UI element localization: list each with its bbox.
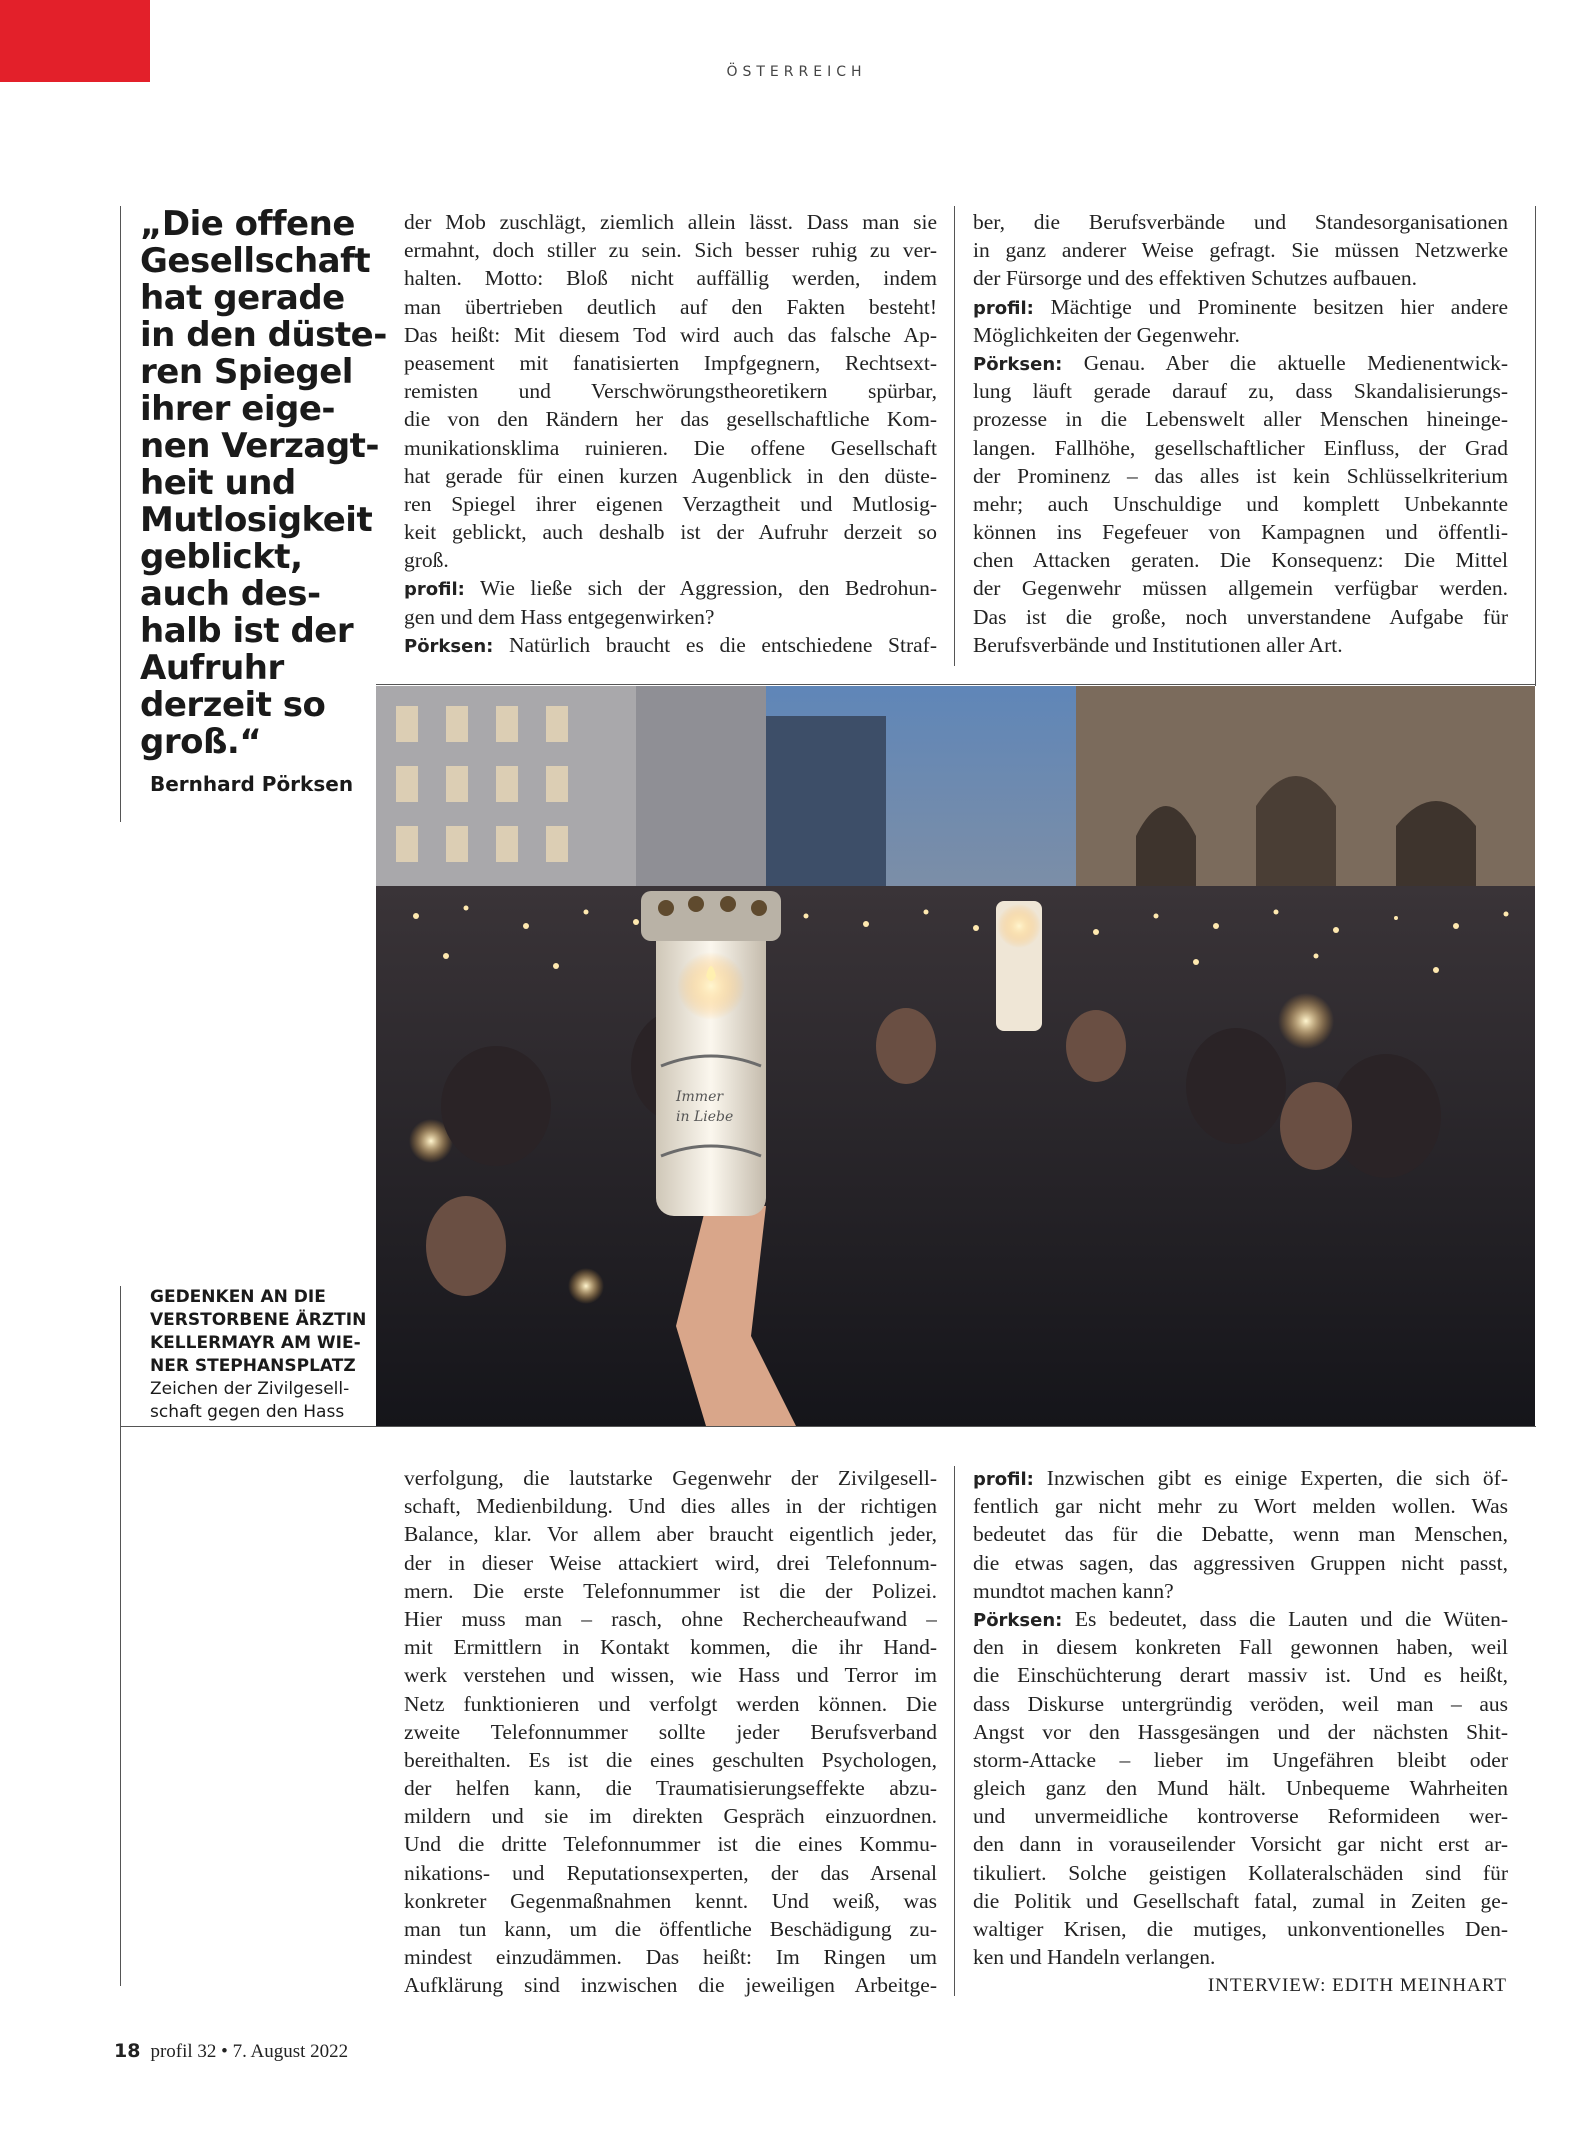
text-line [404, 349, 937, 377]
text-line-content: der in dieser Weise attackiert wird, drei Telefonnum- [404, 1550, 937, 1575]
text-line [404, 1520, 937, 1548]
pull-quote-line: derzeit so [140, 685, 326, 725]
byline: INTERVIEW: EDITH MEINHART [1207, 1975, 1507, 1996]
text-line [973, 405, 1508, 433]
text-line [404, 574, 937, 602]
caption-line: schaft gegen den Hass [150, 1402, 345, 1422]
text-line-content: groß. [404, 548, 449, 573]
pull-quote-line: in den düste- [140, 315, 387, 355]
rule-mid-bottom [954, 1466, 955, 1996]
rule-below-photo [120, 1426, 1536, 1427]
bottom-column-left [404, 1464, 937, 2000]
text-line [973, 1859, 1508, 1887]
text-line [973, 1915, 1508, 1943]
candle-inscription: Immer [676, 1089, 724, 1105]
text-line-content: nikations- und Reputationsexperten, der das Arsenal [404, 1860, 937, 1885]
text-line [973, 377, 1508, 405]
text-line [973, 1887, 1508, 1915]
text-line-content: Und die dritte Telefonnummer ist die eines Kommu- [404, 1832, 937, 1857]
issue-info: profil 32 • 7. August 2022 [150, 2041, 349, 2062]
text-line [404, 1577, 937, 1605]
text-line-content: Angst vor den Hassgesängen und der nächsten Shit- [973, 1719, 1508, 1744]
text-line [973, 1746, 1508, 1774]
text-line [404, 1718, 937, 1746]
text-line-content: verfolgung, die lautstarke Gegenwehr der Zivilgesell- [404, 1466, 937, 1490]
page-number: 18 [114, 2040, 141, 2062]
text-line [404, 546, 937, 574]
text-line-content: Das heißt: Mit diesem Tod wird auch das falsche Ap- [404, 322, 937, 347]
speaker-label: Pörksen: [973, 353, 1063, 375]
text-line [973, 1661, 1508, 1689]
candle-inscription-2: in Liebe [676, 1109, 734, 1125]
text-line-content: Möglichkeiten der Gegenwehr. [973, 322, 1240, 347]
text-line-content: mehr; auch Unschuldige und komplett Unbekannte [973, 491, 1508, 516]
buildings-left [376, 686, 886, 916]
text-line-content: konkreter Gegenmaßnahmen kennt. Und weiß, was [404, 1888, 937, 1913]
speaker-label: profil: [404, 579, 465, 601]
text-line [973, 1549, 1508, 1577]
text-line-content: fentlich gar nicht mehr zu Wort melden wollen. Was [973, 1494, 1508, 1519]
pull-quote-line: Mutlosigkeit [140, 500, 373, 540]
pull-quote-line: „Die offene [140, 204, 355, 244]
caption-line: Zeichen der Zivilgesell- [150, 1379, 350, 1399]
pull-quote-line: heit und [140, 463, 296, 503]
text-line-content: Netz funktionieren und verfolgt werden können. Die [404, 1691, 937, 1716]
caption-line: VERSTORBENE ÄRZTIN [150, 1310, 367, 1330]
speaker-label: profil: [973, 297, 1034, 319]
text-line-content: peasement mit fanatisierten Impfgegnern, Rechtsext- [404, 350, 937, 375]
text-line-content: und unvermeidliche kontroverse Reformideen wer- [973, 1804, 1508, 1829]
text-line [973, 1577, 1508, 1605]
text-line-content: waltiger Krisen, die mutiges, unkonventionelles Den- [973, 1917, 1508, 1941]
text-line [404, 405, 937, 433]
text-line [973, 518, 1508, 546]
text-line-content: der helfen kann, die Traumatisierungseffekte abzu- [404, 1776, 937, 1801]
text-line-content: die Politik und Gesellschaft fatal, zumal in Zeiten ge- [973, 1888, 1508, 1913]
text-line-content: in ganz anderer Weise gefragt. Sie müssen Netzwerke [973, 238, 1508, 263]
rule-above-photo [376, 684, 1536, 685]
text-line [973, 434, 1508, 462]
pull-quote-line: nen Verzagt- [140, 426, 380, 466]
text-line [973, 1520, 1508, 1548]
text-line-content: der Fürsorge und des effektiven Schutzes aufbauen. [973, 266, 1418, 291]
text-line-content: den dann in vorauseilender Vorsicht gar nicht erst ar- [973, 1832, 1508, 1857]
text-line [404, 321, 937, 349]
pull-quote [140, 204, 387, 762]
text-line [404, 1943, 937, 1971]
text-line [973, 1464, 1508, 1492]
text-line [404, 1464, 937, 1492]
pull-quote-line: groß.“ [140, 722, 262, 762]
text-line [404, 236, 937, 264]
text-line [404, 1887, 937, 1915]
text-line-content: mildern und sie im direkten Gespräch einzuordnen. [404, 1804, 937, 1829]
text-line [973, 1718, 1508, 1746]
text-line-content: gen und dem Hass entgegenwirken? [404, 604, 715, 629]
text-line-content: bereithalten. Es ist die eines geschulten Psychologen, [404, 1747, 937, 1772]
text-line-content: lung läuft gerade darauf zu, dass Skandalisierungs- [973, 379, 1508, 404]
text-line-content: storm-Attacke – lieber im Ungefähren bleibt oder [973, 1747, 1508, 1772]
text-line [973, 1633, 1508, 1661]
text-line [404, 518, 937, 546]
text-line-content: dass Diskurse untergründig veröden, weil man – aus [973, 1691, 1508, 1716]
text-line [973, 462, 1508, 490]
text-line-content: werk verstehen und wissen, wie Hass und Terror im [404, 1663, 937, 1688]
text-line [973, 490, 1508, 518]
text-line-content: ken und Handeln verlangen. [973, 1945, 1216, 1970]
text-line [973, 1690, 1508, 1718]
pull-quote-line: Gesellschaft [140, 241, 371, 281]
text-line-content: ermahnt, doch stiller zu sein. Sich besser ruhig zu ver- [404, 238, 937, 263]
text-line-content: hat gerade für einen kurzen Augenblick in den düste- [404, 463, 937, 488]
text-line-content: mit Ermittlern in Kontakt kommen, die ihr Hand- [404, 1635, 937, 1660]
pull-quote-line: ihrer eige- [140, 389, 336, 429]
photo-caption [150, 1286, 367, 1424]
text-line [973, 1605, 1508, 1633]
text-line [404, 631, 937, 659]
text-line-content: mern. Die erste Telefonnummer ist die der Polizei. [404, 1578, 937, 1603]
text-line [973, 293, 1508, 321]
pull-quote-line: Aufruhr [140, 648, 284, 688]
text-line-content: ren Spiegel ihrer eigenen Verzagtheit und Mutlosig- [404, 491, 937, 516]
text-line-content: den in diesem konkreten Fall gewonnen haben, weil [973, 1635, 1508, 1660]
text-line-content: munikationsklima ruinieren. Die offene Gesellschaft [404, 435, 937, 460]
text-line-content: können ins Fegefeuer von Kampagnen und öffentli- [973, 520, 1508, 545]
text-line-content: halten. Motto: Bloß nicht auffällig werden, indem [404, 266, 937, 291]
text-line [973, 546, 1508, 574]
pull-quote-author: Bernhard Pörksen [150, 772, 354, 796]
text-line [404, 1774, 937, 1802]
text-line [973, 264, 1508, 292]
text-line-content: gleich ganz den Mund hält. Unbequeme Wahrheiten [973, 1776, 1508, 1801]
text-line [973, 1943, 1508, 1971]
text-line-content: der Gegenwehr müssen allgemein verfügbar werden. [973, 576, 1508, 601]
text-line [404, 1859, 937, 1887]
rule-mid-top [954, 206, 955, 666]
text-line-content: ber, die Berufsverbände und Standesorganisationen [973, 210, 1508, 234]
text-line [404, 293, 937, 321]
text-line-content: der Prominenz – das alles ist kein Schlüsselkriterium [973, 463, 1508, 488]
top-column-right [973, 208, 1508, 659]
text-line [404, 1549, 937, 1577]
page-footer [114, 2040, 348, 2063]
pull-quote-line: auch des- [140, 574, 321, 614]
text-line [973, 349, 1508, 377]
text-line [404, 1971, 937, 1999]
text-line [404, 1690, 937, 1718]
text-line-content: Es bedeutet, dass die Lauten und die Wüten- [1074, 1606, 1508, 1631]
speaker-label: Pörksen: [973, 1609, 1063, 1631]
speaker-label: Pörksen: [404, 635, 494, 657]
text-line [404, 603, 937, 631]
text-line [973, 1774, 1508, 1802]
text-line [973, 321, 1508, 349]
top-column-left [404, 208, 937, 659]
bottom-column-right [973, 1464, 1508, 1971]
text-line [404, 1915, 937, 1943]
text-line [404, 1746, 937, 1774]
text-line-content: man tun kann, um die öffentliche Beschädigung zu- [404, 1917, 937, 1941]
text-line-content: keit geblickt, auch deshalb ist der Aufruhr derzeit so [404, 520, 937, 545]
text-line [973, 208, 1508, 236]
text-line [404, 1661, 937, 1689]
text-line-content: tikuliert. Solche geistigen Kollateralschäden sind für [973, 1860, 1508, 1885]
pull-quote-line: geblickt, [140, 537, 303, 577]
text-line-content: Natürlich braucht es die entschiedene Straf- [508, 632, 937, 657]
text-line-content: Das ist die große, noch unverstandene Aufgabe für [973, 604, 1508, 629]
caption-line: KELLERMAYR AM WIE- [150, 1333, 361, 1353]
text-line [404, 1830, 937, 1858]
text-line-content: schaft, Medienbildung. Und dies alles in der richtigen [404, 1494, 937, 1519]
text-line [973, 1492, 1508, 1520]
caption-line: GEDENKEN AN DIE [150, 1287, 326, 1307]
pull-quote-line: hat gerade [140, 278, 345, 318]
text-line-content: Berufsverbände und Institutionen aller Art. [973, 632, 1343, 657]
text-line-content: Genau. Aber die aktuelle Medienentwick- [1083, 350, 1508, 375]
text-line-content: Hier muss man – rasch, ohne Rechercheaufwand – [404, 1606, 937, 1631]
text-line [973, 574, 1508, 602]
vigil-photo [376, 686, 1535, 1426]
text-line-content: Balance, klar. Vor allem aber braucht eigentlich jeder, [404, 1522, 937, 1547]
text-line [404, 1492, 937, 1520]
text-line [404, 1802, 937, 1830]
text-line [404, 434, 937, 462]
text-line-content: prozesse in die Lebenswelt aller Menschen hineinge- [973, 407, 1508, 432]
text-line [404, 208, 937, 236]
text-line-content: mundtot machen kann? [973, 1578, 1174, 1603]
text-line-content: chen Attacken geraten. Die Konsequenz: Die Mittel [973, 548, 1508, 573]
rule-right-top [1535, 206, 1536, 686]
text-line-content: die Einschüchterung derart massiv ist. Und es heißt, [973, 1663, 1508, 1688]
text-line [973, 603, 1508, 631]
text-line-content: Inzwischen gibt es einige Experten, die sich öf- [1046, 1466, 1508, 1490]
section-label: ÖSTERREICH [726, 64, 867, 80]
pull-quote-line: halb ist der [140, 611, 354, 651]
text-line-content: Mächtige und Prominente besitzen hier andere [1050, 294, 1508, 319]
text-line [404, 462, 937, 490]
text-line-content: die etwas sagen, das aggressiven Gruppen nicht passt, [973, 1550, 1508, 1575]
text-line [404, 377, 937, 405]
memorial-candle [641, 891, 781, 1216]
caption-line: NER STEPHANSPLATZ [150, 1356, 356, 1376]
text-line [973, 1830, 1508, 1858]
text-line-content: Aufklärung sind inzwischen die jeweiligen Arbeitge- [404, 1973, 937, 1998]
rule-left-upper [120, 206, 121, 822]
text-line [404, 490, 937, 518]
text-line-content: langen. Fallhöhe, gesellschaftlicher Einfluss, der Grad [973, 435, 1508, 460]
text-line-content: man übertrieben deutlich auf den Fakten besteht! [404, 294, 937, 319]
text-line [404, 264, 937, 292]
text-line [404, 1633, 937, 1661]
text-line-content: remisten und Verschwörungstheoretikern spürbar, [404, 379, 937, 404]
text-line-content: zweite Telefonnummer sollte jeder Berufsverband [404, 1719, 937, 1744]
text-line-content: die von den Rändern her das gesellschaftliche Kom- [404, 407, 937, 432]
text-line-content: der Mob zuschlägt, ziemlich allein lässt. Dass man sie [404, 210, 937, 234]
speaker-label: profil: [973, 1469, 1034, 1490]
text-line [973, 1802, 1508, 1830]
text-line [973, 631, 1508, 659]
text-line [404, 1605, 937, 1633]
text-line [973, 236, 1508, 264]
rule-left-lower [120, 1286, 121, 1986]
pull-quote-line: ren Spiegel [140, 352, 353, 392]
text-line-content: bedeutet das für die Debatte, wenn man Menschen, [973, 1522, 1508, 1547]
text-line-content: mindest einzudämmen. Das heißt: Im Ringen um [404, 1945, 937, 1970]
text-line-content: Wie ließe sich der Aggression, den Bedrohun- [479, 576, 937, 601]
